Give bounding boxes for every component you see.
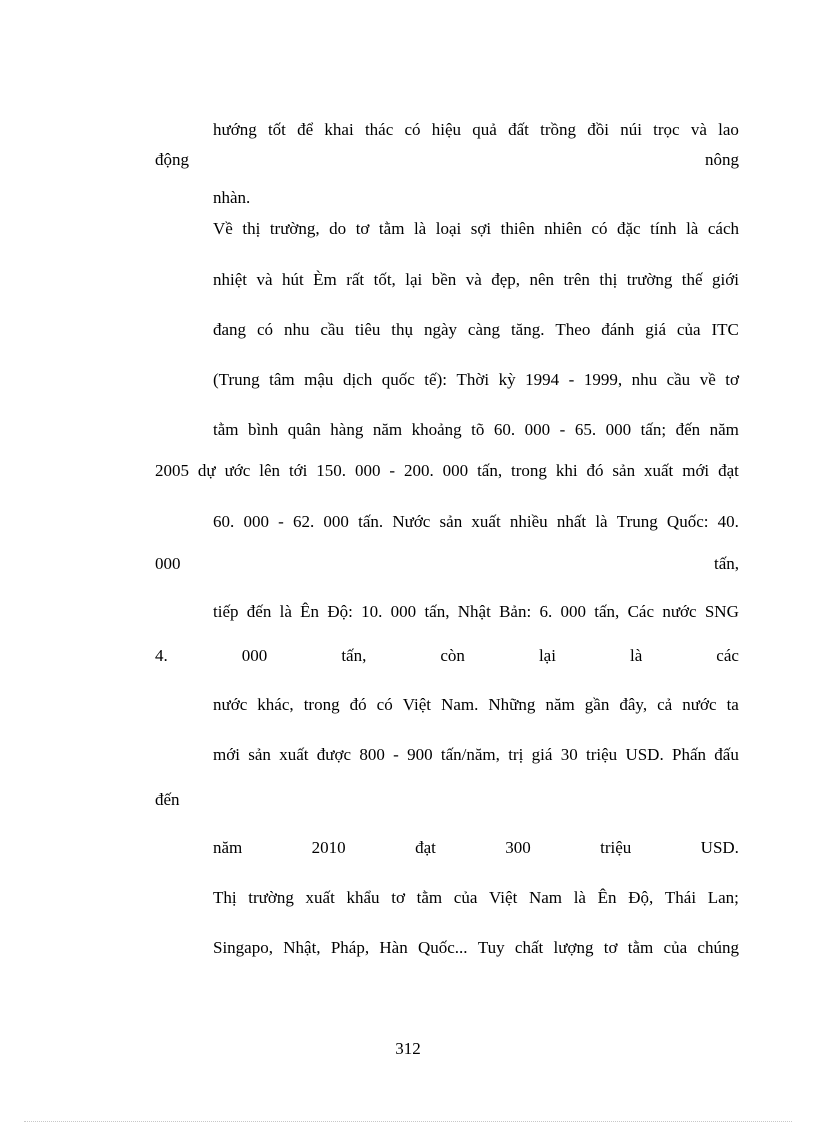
text-line [155,150,739,170]
word: Việt [402,695,432,714]
word: hàng [330,420,364,439]
word: Theo [555,320,591,339]
word: hướng [213,120,257,139]
word: 000 [354,461,381,480]
word: USD. [625,745,664,764]
word: cầu [320,320,344,339]
word: khoảng [411,420,462,439]
word: nhiệt [213,270,247,289]
word: của [676,320,701,339]
word: còn [440,646,465,665]
word: 000 [241,646,268,665]
word: trị [508,745,524,764]
word: tấn, [424,602,450,621]
word: 2005 [155,461,189,480]
word: Về [213,219,233,238]
word: kỳ [498,370,516,389]
word: 000 [442,461,469,480]
page-bottom-border [24,1121,792,1122]
text-line [213,512,739,532]
text-line [213,219,739,239]
word: tõ [471,420,485,439]
word: 60. [213,512,235,531]
word: 000 [390,602,417,621]
word: do [329,219,347,238]
word: năm [709,420,739,439]
word: 800 [359,745,385,764]
word: Singapo, [213,938,273,957]
word: đẹp, [491,270,520,289]
word: đất [508,120,529,139]
word: đạt [718,461,739,480]
word: và [465,270,482,289]
word: Pháp, [330,938,370,957]
word: cả [657,695,673,714]
text-line [155,554,739,574]
word: là [629,646,643,665]
word: 2010 [311,838,346,857]
word: đấu [714,745,739,764]
word: Nam [528,888,563,907]
word: tằm [627,938,654,957]
word: dịch [342,370,373,389]
word: triệu [600,838,632,857]
word: nhu [283,320,310,339]
text-line [213,370,739,390]
word: loại [435,219,462,238]
word: ngày [423,320,457,339]
word: sợi [470,219,492,238]
word: khai [324,120,354,139]
word: là [595,512,608,531]
word: đó [586,461,604,480]
word: năm [213,838,243,857]
word: Phấn [672,745,706,764]
word: cầu [666,370,691,389]
word: Hàn [379,938,408,957]
word: Độ: [327,602,353,621]
word: Nam. [441,695,479,714]
word: tấn, [341,646,367,665]
word: trường, [269,219,320,238]
word: tới [288,461,308,480]
word: USD. [700,838,739,857]
word: đang [213,320,247,339]
word: nên [529,270,554,289]
word: tâm [269,370,295,389]
word: bình [248,420,279,439]
word: đó [349,695,367,714]
word: thiên [500,219,535,238]
word: thế [681,270,703,289]
word: các [716,646,739,665]
word: thị [242,219,261,238]
word: xuất [644,461,674,480]
text-line: nhàn. [213,188,251,207]
word: Thời [456,370,490,389]
word: 62. [292,512,315,531]
word: đặc [616,219,641,238]
word: Nước [392,512,431,531]
word: tấn; [640,420,667,439]
word: triệu [585,745,618,764]
word: của [663,938,688,957]
word: tằm [213,420,239,439]
word: - [568,370,575,389]
word: tấn, [477,461,503,480]
word: năm [545,695,575,714]
word: Những [488,695,536,714]
word: là [686,219,699,238]
word: là [413,219,427,238]
word: chúng [697,938,739,957]
word: đến [675,420,701,439]
word: giới [712,270,739,289]
text-line [213,270,739,290]
word: Tuy [477,938,505,957]
word: 4. [155,646,168,665]
word: - [389,461,396,480]
text-line: đến [155,790,180,809]
word: sản [248,745,271,764]
word: giá [645,320,666,339]
word: sản [612,461,636,480]
word: tiếp [213,602,239,621]
word: ước [224,461,251,480]
word: lao [718,120,739,139]
page-number: 312 [395,1039,421,1058]
word: tơ [355,219,370,238]
word: là [573,888,586,907]
word: Nhật [457,602,491,621]
word: mậu [304,370,334,389]
word: 65. [574,420,597,439]
word: chất [514,938,544,957]
word: - [393,745,399,764]
word: Ên [300,602,320,621]
word: trong [303,695,340,714]
word: đây, [619,695,648,714]
word: trồng [540,120,576,139]
word: quân [287,420,321,439]
word: tấn, [713,554,739,573]
word: đến [246,602,272,621]
word: mới [213,745,240,764]
word: tơ [603,938,618,957]
word: 40. [717,512,739,531]
word: ta [726,695,739,714]
word: sản [439,512,463,531]
word: Trung [616,512,658,531]
word: tơ [391,888,405,907]
word: hiệu [431,120,462,139]
word: thác [364,120,394,139]
word: gần [584,695,610,714]
word: dự [197,461,216,480]
text-line [213,420,739,440]
word: 000 [560,602,586,621]
word: xuất [471,512,501,531]
word: Ên [597,888,617,907]
word: nước [682,695,717,714]
word: Quốc... [417,938,468,957]
word: 150. [316,461,347,480]
word: Lan; [707,888,739,907]
word: tốt [267,120,286,139]
word: trong [511,461,547,480]
word: lên [259,461,281,480]
word: thị [599,270,618,289]
word: trường [248,888,294,907]
word: Bản: [499,602,532,621]
word: có [256,320,274,339]
word: rất [346,270,365,289]
word: giá [531,745,553,764]
word: được [316,745,352,764]
word: đạt [415,838,436,857]
word: 000 [155,554,181,573]
word: Các [627,602,655,621]
word: xuất [279,745,309,764]
word: nông [705,150,739,169]
word: trọc [653,120,680,139]
text-line [213,320,739,340]
word: tăng. [510,320,545,339]
word: nhu [631,370,658,389]
word: Độ, [628,888,654,907]
word: và [690,120,707,139]
word: lại [405,270,423,289]
word: 30 [560,745,578,764]
word: có [591,219,608,238]
word: - [559,420,566,439]
text-line [213,120,739,140]
word: 300 [505,838,531,857]
word: 000 [243,512,269,531]
word: quốc [381,370,415,389]
word: Nhật, [283,938,321,957]
word: có [376,695,393,714]
word: là [279,602,292,621]
word: Quốc: [666,512,709,531]
word: núi [620,120,642,139]
word: càng [467,320,501,339]
word: 1999, [583,370,623,389]
text-line [213,602,739,622]
word: khẩu [346,888,380,907]
text-line [213,695,739,715]
word: nước [213,695,248,714]
word: tấn/năm, [440,745,500,764]
word: lại [538,646,556,665]
word: Èm [313,270,337,289]
word: 000 [524,420,551,439]
word: thụ [391,320,414,339]
word: về [699,370,716,389]
word: tơ [725,370,739,389]
word: tằm [416,888,443,907]
word: khi [555,461,578,480]
word: tiêu [354,320,381,339]
word: tế): [424,370,447,389]
word: trên [563,270,590,289]
word: năm [372,420,403,439]
word: động [155,150,189,169]
word: tằm [378,219,405,238]
word: 1994 [525,370,560,389]
text-line [155,646,739,666]
text-line [213,838,739,858]
word: trường [626,270,673,289]
word: - [278,512,284,531]
word: tốt, [373,270,396,289]
word: có [404,120,421,139]
word: 60. [493,420,516,439]
word: hút [281,270,304,289]
word: 200. [403,461,434,480]
word: SNG [704,602,739,621]
word: Việt [489,888,518,907]
word: nhất [556,512,587,531]
word: của [453,888,478,907]
word: (Trung [213,370,260,389]
word: lượng [553,938,594,957]
word: Thái [664,888,697,907]
word: khác, [257,695,294,714]
word: đồi [587,120,609,139]
word: nhiều [509,512,548,531]
word: tính [650,219,677,238]
word: ITC [711,320,739,339]
word: nước [662,602,697,621]
text-line [213,938,739,958]
word: tấn, [594,602,620,621]
word: và [256,270,273,289]
word: để [297,120,314,139]
text-line [155,461,739,481]
word: bền [431,270,457,289]
word: tấn. [358,512,384,531]
word: mới [682,461,710,480]
word: Thị [213,888,237,907]
word: 10. [361,602,383,621]
word: 000 [323,512,349,531]
word: 000 [605,420,632,439]
text-line [213,745,739,765]
text-line [213,888,739,908]
word: quả [472,120,497,139]
word: 6. [539,602,553,621]
word: nhiên [544,219,582,238]
word: đánh [601,320,635,339]
word: 900 [407,745,433,764]
word: cách [707,219,739,238]
word: xuất [305,888,335,907]
